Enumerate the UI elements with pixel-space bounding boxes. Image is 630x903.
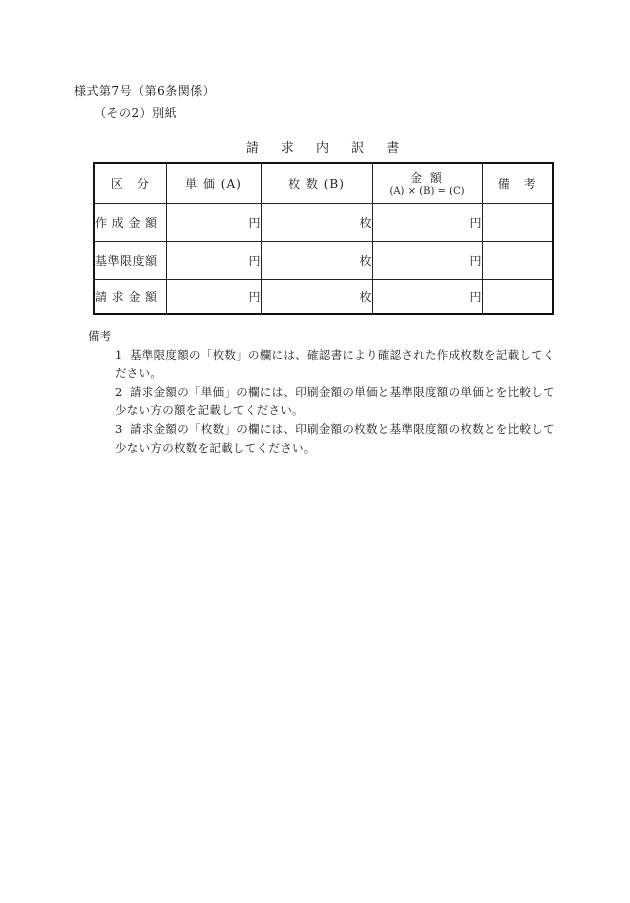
col-header-unit-price: 単 価 (A) (166, 163, 261, 203)
remarks-cell (482, 279, 553, 314)
note-text-line2: 少ない方の額を記載してください。 (115, 403, 304, 418)
note-number: 3 (115, 421, 123, 436)
notes-label: 備考 (88, 329, 112, 343)
col-header-remarks: 備 考 (482, 163, 553, 203)
remarks-cell (482, 203, 553, 241)
amount-cell: 円 (372, 203, 482, 241)
attachment-label-text: （その2）別紙 (94, 106, 178, 120)
row-label-cell (94, 279, 166, 314)
amount-cell: 円 (372, 241, 482, 279)
table-row-created-amount (94, 203, 553, 241)
amount-header-formula: (A) × (B) = (C) (389, 185, 465, 197)
form-number-text: 様式第7号（第6条関係） (74, 84, 216, 98)
note-item-2 (115, 383, 558, 420)
note-number: 2 (115, 384, 123, 399)
remarks-cell (482, 241, 553, 279)
row-label: 基準限度額 (95, 253, 157, 268)
note-text-line2: 少ない方の枚数を記載してください。 (115, 440, 316, 455)
note-text-line1: 基準限度額の「枚数」の欄には、確認書により確認された作成枚数を記載してく (130, 347, 555, 362)
amount-cell: 円 (372, 279, 482, 314)
col-header-amount (372, 163, 482, 203)
table-header-row (94, 163, 553, 203)
row-label-cell (94, 241, 166, 279)
row-label-cell (94, 203, 166, 241)
note-number: 1 (115, 347, 123, 362)
unit-price-cell: 円 (166, 241, 261, 279)
unit-price-cell: 円 (166, 203, 261, 241)
sheets-cell: 枚 (261, 203, 372, 241)
col-header-sheets: 枚 数 (B) (261, 163, 372, 203)
note-item-3 (115, 420, 558, 457)
note-text-line1: 請求金額の「枚数」の欄には、印刷金額の枚数と基準限度額の枚数とを比較して (130, 421, 555, 436)
table-row-billed-amount (94, 279, 553, 314)
invoice-breakdown-table (93, 162, 554, 315)
notes-section (88, 327, 558, 457)
note-line (115, 420, 558, 439)
note-text-line1: 請求金額の「単価」の欄には、印刷金額の単価と基準限度額の単価とを比較して (130, 384, 555, 399)
note-text-line2: ださい。 (115, 366, 163, 381)
sheets-cell: 枚 (261, 241, 372, 279)
col-header-category: 区 分 (94, 163, 166, 203)
row-label: 請求金額 (95, 289, 157, 304)
table-row-standard-limit (94, 241, 553, 279)
note-line (115, 383, 558, 402)
note-line (115, 346, 558, 365)
amount-header-title: 金 額 (410, 170, 444, 185)
sheets-cell: 枚 (261, 279, 372, 314)
unit-price-cell: 円 (166, 279, 261, 314)
document-title: 請 求 内 訳 書 (245, 141, 409, 156)
note-item-1 (115, 346, 558, 383)
row-label: 作成金額 (95, 215, 157, 230)
